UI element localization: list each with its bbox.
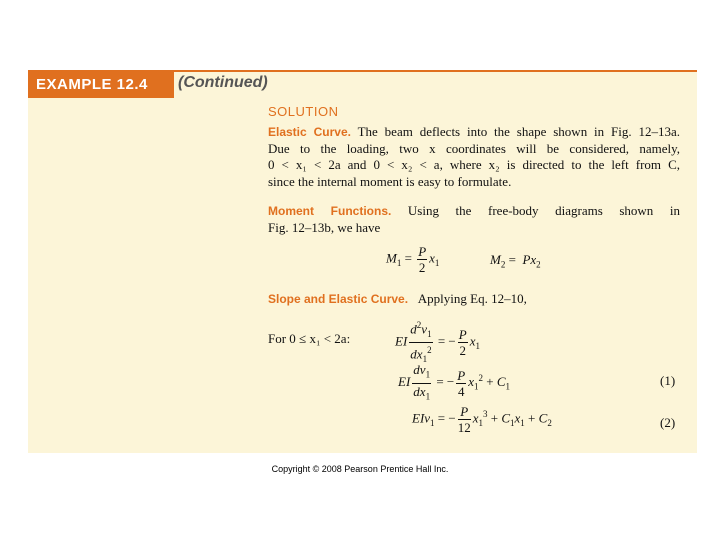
moment-functions-line-1: Using the free-body diagrams shown in bbox=[407, 203, 681, 218]
slope-elastic-paragraph bbox=[268, 291, 527, 307]
solution-title: SOLUTION bbox=[268, 104, 339, 119]
equation-elastic-curve: EIv$_1$ = − $\frac{P}{12}$ $x_1^3 + C_1x_1 + C_2$ bbox=[412, 404, 552, 435]
range-label: For 0 ≤ x₁ < 2a: bbox=[268, 331, 351, 346]
equation-second-derivative: EI $\frac{d^2v_1}{dx_1^2}$ = − $\frac{P}{2}$ $x_1$ bbox=[395, 320, 480, 364]
slope-elastic-heading: Slope and Elastic Curve. bbox=[268, 292, 409, 306]
elastic-curve-line-2: Due to the loading, two x coordinates will be considered, namely, bbox=[268, 140, 680, 156]
slope-elastic-text: Applying Eq. 12–10, bbox=[417, 291, 527, 306]
moment-equation-m1: $M_1$ = $\frac{P}{2}$ $x_1$ bbox=[386, 244, 440, 275]
equation-number-1: (1) bbox=[660, 373, 676, 388]
elastic-curve-line-3: 0 < x₁ < 2a and 0 < x₂ < a, where x₂ is directed to the left from C, bbox=[268, 157, 680, 172]
moment-functions-heading: Moment Functions. bbox=[268, 204, 392, 218]
moment-functions-line-2: Fig. 12–13b, we have bbox=[268, 219, 381, 235]
example-label: EXAMPLE 12.4 bbox=[28, 72, 174, 98]
elastic-curve-heading: Elastic Curve. bbox=[268, 125, 351, 139]
copyright-notice: Copyright © 2008 Pearson Prentice Hall Inc. bbox=[271, 464, 449, 474]
continued-label: (Continued) bbox=[178, 74, 268, 91]
elastic-curve-line-1: The beam deflects into the shape shown in Fig. 12–13a. bbox=[357, 124, 680, 139]
equation-slope: EI $\frac{dv_1}{dx_1}$ = − $\frac{P}{4}$ $x_1^2 + C_1$ bbox=[398, 362, 510, 402]
equation-number-2: (2) bbox=[660, 415, 676, 430]
example-header bbox=[28, 70, 697, 98]
moment-equation-m2: $M_2 = Px_2$ bbox=[490, 252, 541, 270]
elastic-curve-line-4: since the internal moment is easy to formulate. bbox=[268, 173, 512, 189]
elastic-curve-paragraph bbox=[268, 124, 680, 190]
moment-functions-paragraph bbox=[268, 203, 680, 236]
